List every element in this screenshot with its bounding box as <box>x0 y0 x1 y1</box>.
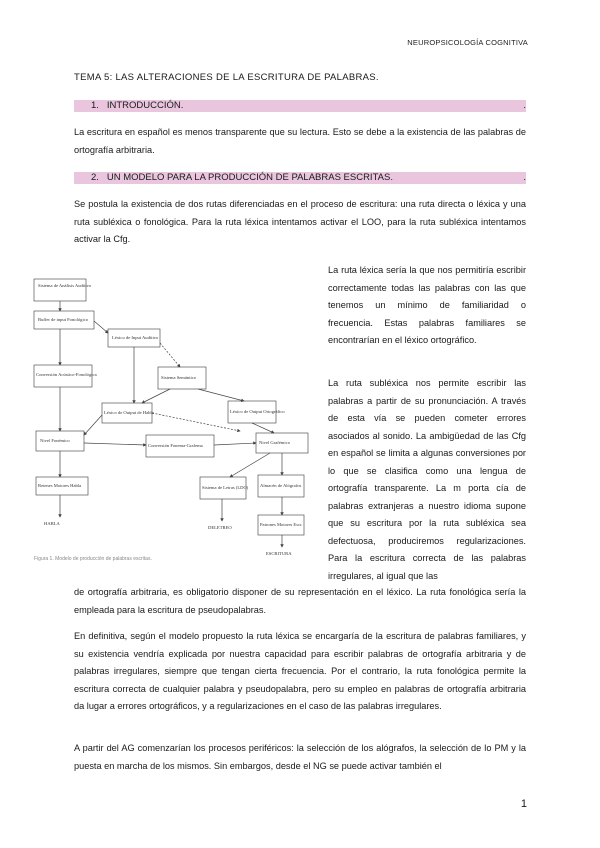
paragraph-sublexical-route: La ruta subléxica nos permite escribir las palabras a partir de su pronunciación. A través de esta vía se pueden cometer errores asociados al sonido. La ambigüedad de las Cfg en español se limita a algunas conversiones por lo que se clasifica como una lengua de ortografía transparente. La m porta cía de palabras extranjeras a nuestro idioma supone que su escritura por la ruta subléxica sea defectuosa, produciremos regularizaciones. Para la escritura correcta de las palabras irregulares, al igual que las <box>328 378 526 581</box>
section-label: INTRODUCCIÓN. <box>106 100 184 111</box>
paragraph-intro: La escritura en español es menos transparente que su lectura. Esto se debe a la existencia de las palabras de ortografía arbitraria. <box>74 127 526 155</box>
section-label: UN MODELO PARA LA PRODUCCIÓN DE PALABRAS ESCRITAS. <box>106 172 393 183</box>
paragraph-model: Se postula la existencia de dos rutas diferenciadas en el proceso de escritura: una ruta directa o léxica y una ruta subléxica o fonológica. Para la ruta léxica intentamos activar el LOO, para la ruta subléxica intentamos activar la Cfg. <box>74 199 526 244</box>
label-output-ortografico: Léxico de Output Ortográfico <box>230 409 285 414</box>
diagram-svg <box>30 265 320 565</box>
label-sistema-letras: Sistema de Letras (LDO) <box>202 485 249 490</box>
label-analisis: Sistema de Análisis Auditivo <box>38 283 92 288</box>
label-fonema-grafema: Conversión Fonema-Grafema <box>148 443 203 448</box>
page-title: TEMA 5: LAS ALTERACIONES DE LA ESCRITURA DE PALABRAS. <box>74 72 379 83</box>
paragraph-conclusion: En definitiva, según el modelo propuesto la ruta léxica se encargaría de la escritura de palabras familiares, y su existencia vendría explicada por nuestra capacidad para escribir palabras de ortografía arbitraria y de palabras irregulares, siempre que tengan cierta frecuencia. Por el contrario, la ruta fonológica permite la escritura correcta de cualquier palabra y pseudopalabra, pero su empleo en palabras de ortografía arbitraria da lugar a errores ortográficos, y a regularizaciones en el caso de las palabras irregulares. <box>74 631 526 711</box>
label-nivel-grafemico: Nivel Grafémico <box>259 440 290 445</box>
paragraph-peripheral: A partir del AG comenzarían los procesos periféricos: la selección de los alógrafos, la selección de lo PM y la puesta en marcha de los mismos. Sin embargos, desde el NG se puede activar también el <box>74 743 526 771</box>
paragraph-sublexical-continued: de ortografía arbitraria, es obligatorio disponer de su representación en el léxico. La ruta fonológica sería la empleada para la escritura de pseudopalabras. <box>74 587 526 615</box>
label-buffer: Buffer de input Fonológico <box>38 317 89 322</box>
section-number: 2. <box>91 172 99 183</box>
label-semantico: Sistema Semántico <box>161 375 197 380</box>
output-habla: HABLA <box>44 521 60 526</box>
section-number: 1. <box>91 100 99 111</box>
writing-model-diagram <box>30 265 320 565</box>
paragraph-lexical-route: La ruta léxica sería la que nos permitiría escribir correctamente todas las palabras con las que tenemos un mínimo de familiaridad o frecuencia. Estas palabras familiares se encontrarían en el léxico ortográfico. <box>328 265 526 345</box>
label-conversion-acustico: Conversión Acústico-Fonológica <box>36 372 97 377</box>
output-deletreo: DELETREO <box>208 525 232 530</box>
label-output-habla: Léxico de Output de Habla <box>104 410 154 415</box>
label-nivel-fonemico: Nivel Fonémico <box>40 438 70 443</box>
label-patrones: Patrones Motores Escr. <box>260 522 303 527</box>
label-retenes: Retenes Motores Habla <box>38 483 82 488</box>
figure-caption: Figura 1. Modelo de producción de palabras escritas. <box>34 556 152 562</box>
output-escritura: ESCRITURA <box>266 551 292 556</box>
page-number: 1 <box>520 798 527 810</box>
label-lexico-input: Léxico de Input Auditivo <box>112 335 159 340</box>
running-header: NEUROPSICOLOGÍA COGNITIVA <box>407 38 528 47</box>
section-heading-introduccion: 1. INTRODUCCIÓN. . <box>74 100 526 112</box>
label-alografos: Almacén de Alógrafos <box>260 483 302 488</box>
section-heading-modelo: 2. UN MODELO PARA LA PRODUCCIÓN DE PALABRAS ESCRITAS. . <box>74 172 526 184</box>
